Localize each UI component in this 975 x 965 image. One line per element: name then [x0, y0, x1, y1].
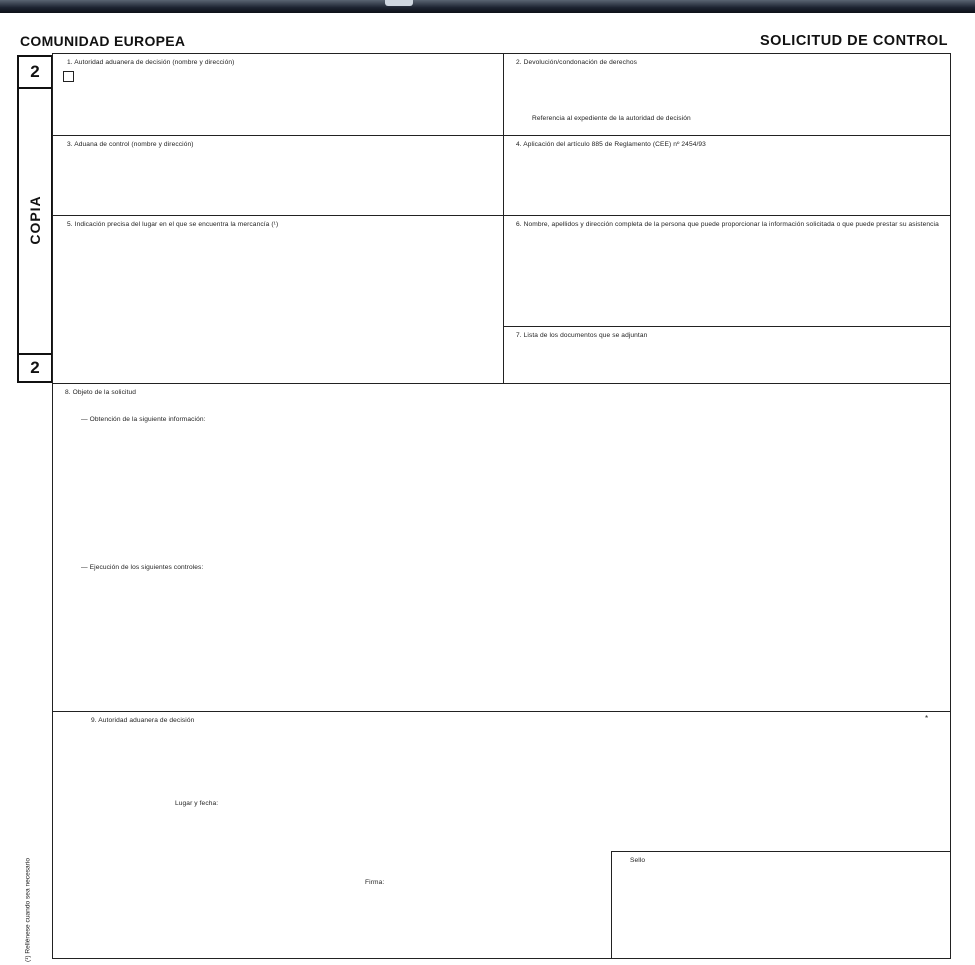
top-bar-highlight: [385, 0, 413, 6]
window-top-bar: [0, 0, 975, 13]
copy-number-bottom: 2: [19, 353, 51, 381]
field-4-box[interactable]: [504, 136, 950, 216]
field-9-place-date: Lugar y fecha:: [175, 800, 219, 807]
footnote: (¹) Rellénese cuando sea necesario: [24, 857, 32, 963]
field-2-box[interactable]: [504, 54, 950, 136]
field-3-label: 3. Aduana de control (nombre y dirección): [67, 141, 194, 148]
header-left-title: COMUNIDAD EUROPEA: [20, 33, 186, 49]
stamp-label: Sello: [630, 857, 646, 864]
field-1-box[interactable]: [53, 54, 504, 136]
field-5-label: 5. Indicación precisa del lugar en el que se encuentra la mercancía (¹): [67, 221, 279, 228]
field-1-label: 1. Autoridad aduanera de decisión (nombre y dirección): [67, 59, 235, 66]
field-1-checkbox[interactable]: [63, 71, 74, 82]
control-request-form: [52, 53, 951, 959]
field-2-label: 2. Devolución/condonación de derechos: [516, 59, 638, 66]
copy-label: COPIA: [27, 195, 43, 245]
field-6-label: 6. Nombre, apellidos y dirección completa de la persona que puede proporcionar la información solicitada o que puede prestar su asistencia: [516, 221, 939, 228]
field-7-box[interactable]: [504, 327, 950, 384]
field-7-label: 7. Lista de los documentos que se adjuntan: [516, 332, 648, 339]
field-6-box[interactable]: [504, 216, 950, 327]
field-9-label: 9. Autoridad aduanera de decisión: [91, 717, 195, 724]
stamp-box[interactable]: [611, 851, 951, 959]
field-8-label: 8. Objeto de la solicitud: [65, 389, 137, 396]
copy-number-top: 2: [19, 57, 51, 89]
field-4-label: 4. Aplicación del artículo 885 de Reglamento (CEE) nº 2454/93: [516, 141, 706, 148]
field-8-box[interactable]: [53, 384, 950, 712]
copy-strip: [17, 55, 53, 383]
field-9-asterisk: *: [925, 714, 929, 723]
field-8-controls: — Ejecución de los siguientes controles:: [81, 564, 204, 571]
field-5-box[interactable]: [53, 216, 504, 384]
header-right-title: SOLICITUD DE CONTROL: [760, 33, 949, 49]
field-2-reference: Referencia al expediente de la autoridad de decisión: [532, 115, 691, 122]
field-9-signature: Firma:: [365, 879, 385, 886]
field-3-box[interactable]: [53, 136, 504, 216]
field-8-information: — Obtención de la siguiente información:: [81, 416, 206, 423]
